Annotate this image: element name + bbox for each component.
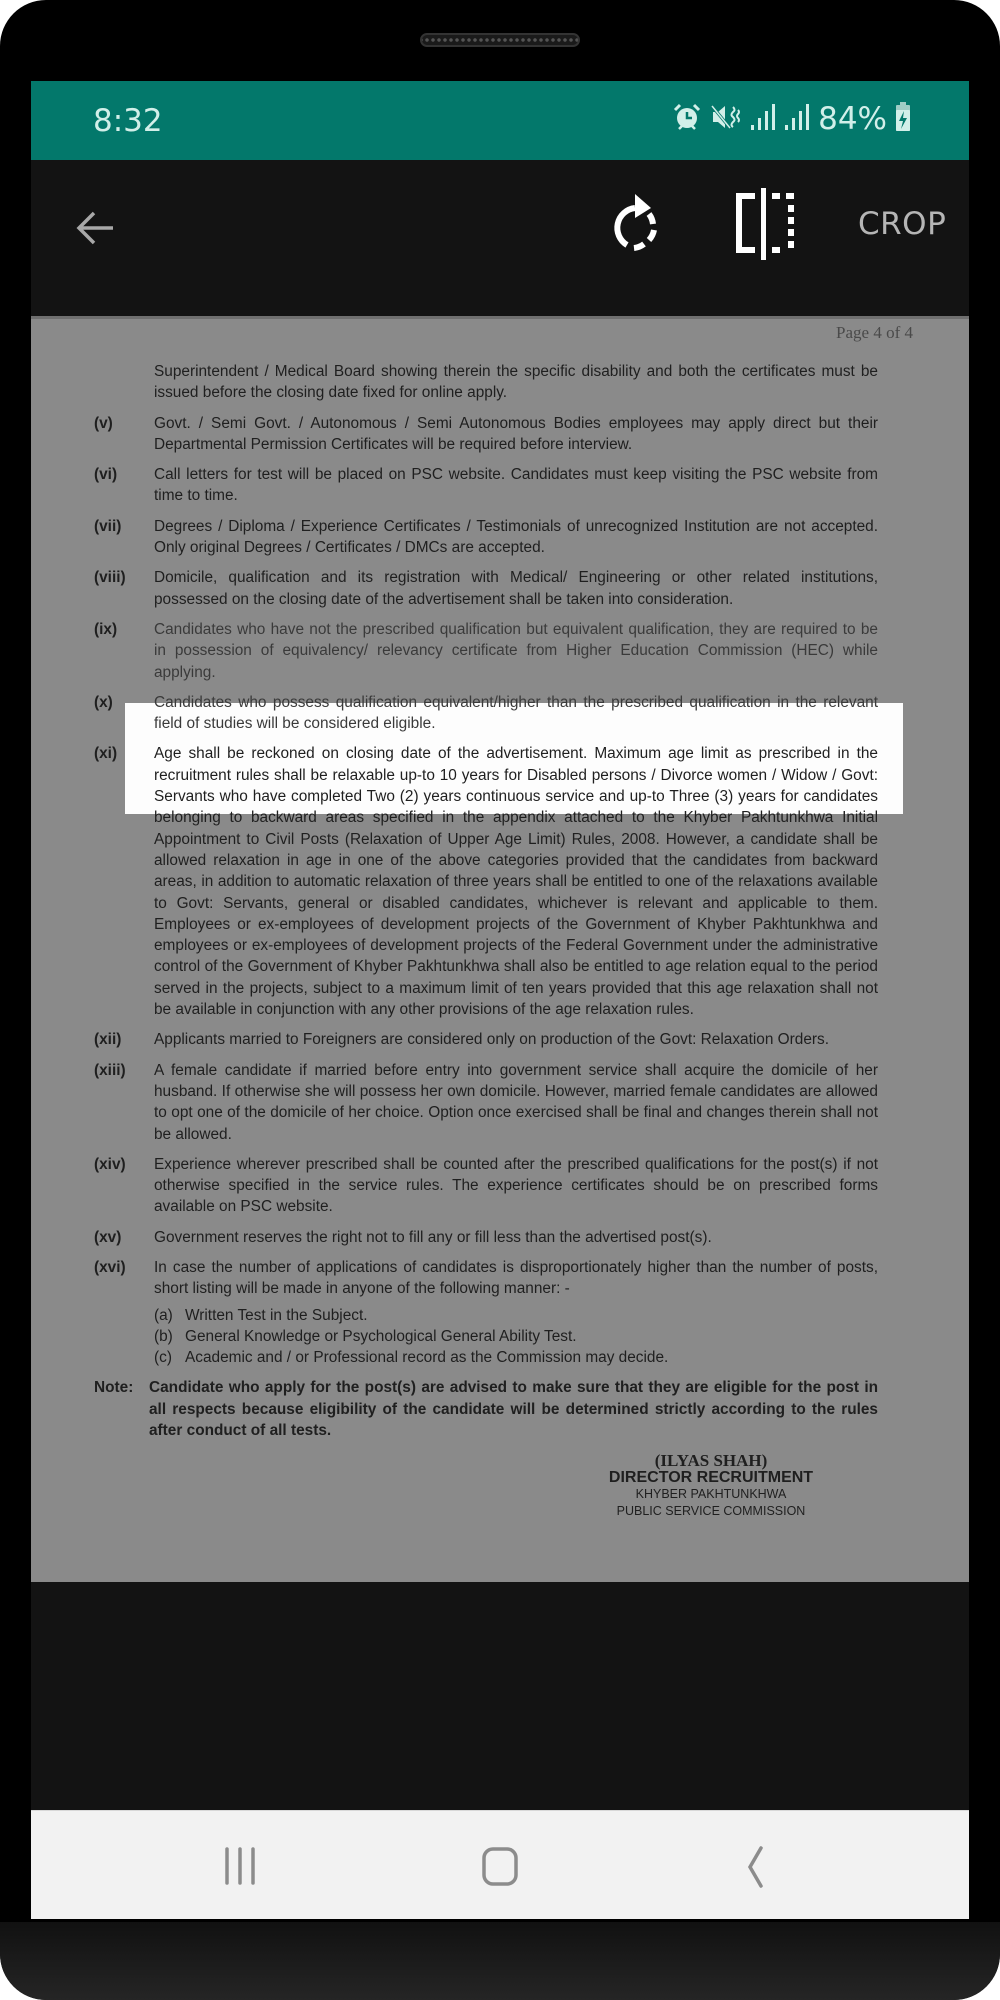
- list-item: [31, 567, 969, 610]
- list-item: [31, 1227, 969, 1248]
- list-item: [31, 743, 969, 1020]
- system-nav-bar: [31, 1810, 969, 1919]
- item-number: (viii): [94, 569, 126, 587]
- item-number: (xiii): [94, 1061, 126, 1079]
- item-number: (ix): [94, 620, 118, 638]
- signatory-org-line2: PUBLIC SERVICE COMMISSION: [616, 1504, 806, 1518]
- note-label: Note:: [94, 1379, 134, 1397]
- rotate-button[interactable]: [605, 188, 667, 254]
- item-number: (xi): [94, 745, 118, 763]
- item-number: (v): [94, 414, 113, 432]
- list-item: [31, 464, 969, 507]
- item-number: [31, 361, 154, 404]
- list-item: [31, 1257, 969, 1300]
- sublist-label: (c): [154, 1349, 172, 1367]
- list-item: [31, 1029, 969, 1050]
- recents-button[interactable]: [216, 1841, 266, 1891]
- item-text: Superintendent / Medical Board showing therein the specific disability and both the certificates must be issued before the closing date fixed for online apply.: [154, 363, 878, 402]
- item-text: Degrees / Diploma / Experience Certificates / Testimonials of unrecognized Institution are not accepted. Only original Degrees / Certificates / DMCs are accepted.: [154, 517, 878, 557]
- signatory-title: DIRECTOR RECRUITMENT: [608, 1469, 814, 1486]
- battery-percent: 84%: [818, 101, 887, 137]
- sublist-label: (a): [154, 1306, 173, 1324]
- page-number: Page 4 of 4: [836, 323, 913, 342]
- vibrate-mute-icon: [710, 102, 742, 137]
- home-button[interactable]: [475, 1841, 525, 1891]
- item-text: Govt. / Semi Govt. / Autonomous / Semi Autonomous Bodies employees may apply direct but their Departmental Permission Certificates will be required before interview.: [154, 414, 878, 453]
- item-number: (xvi): [94, 1258, 126, 1276]
- arrow-left-icon: [71, 204, 119, 252]
- sublist-item: [154, 1347, 969, 1368]
- flip-icon: [735, 188, 799, 260]
- item-text: Candidates who have not the prescribed qualification but equivalent qualification, they are required to be in possession of equivalency/ relevancy certificate from Higher Education Commission (HEC) while applying.: [154, 620, 878, 681]
- item-text: A female candidate if married before entry into government service shall acquire the domicile of her husband. If otherwise she will possess her own domicile. However, married female candidates are allowed to opt one of the domicile of her choice. Option once exercised shall be final and changes therein shall not be allowed.: [154, 1061, 878, 1143]
- list-item-highlighted: [31, 692, 969, 735]
- battery-charging-icon: [895, 102, 911, 137]
- screen: [31, 81, 969, 1919]
- signal-icon: [784, 103, 810, 136]
- item-number: (xiv): [94, 1155, 126, 1173]
- item-number: (xii): [94, 1031, 122, 1049]
- item-text: Candidates who possess qualification equivalent/higher than the prescribed qualification in the relevant field of studies will be considered eligible.: [154, 693, 878, 733]
- sublist-text: General Knowledge or Psychological General Ability Test.: [185, 1327, 577, 1345]
- item-text: In case the number of applications of candidates is disproportionately higher than the number of posts, short listing will be made in anyone of the following manner: -: [154, 1258, 878, 1298]
- list-item: [31, 413, 969, 456]
- signatory-name: (ILYAS SHAH): [654, 1451, 768, 1470]
- item-text: Experience wherever prescribed shall be counted after the prescribed qualifications for the post(s) if not otherwise specified in the service rules. The experience certificates should be on prescribed forms available on PSC website.: [154, 1155, 878, 1216]
- rotate-icon: [605, 188, 667, 254]
- item-number: (x): [94, 693, 113, 711]
- item-number: (vii): [94, 517, 122, 535]
- item-number: (xv): [94, 1228, 122, 1246]
- list-item: [31, 516, 969, 559]
- document-body: [31, 361, 969, 1441]
- back-chevron-icon: [731, 1841, 781, 1891]
- recents-icon: [216, 1841, 266, 1891]
- document-preview[interactable]: [31, 316, 969, 1582]
- sublist-item: [154, 1326, 969, 1347]
- item-text: Applicants married to Foreigners are considered only on production of the Govt: Relaxation Orders.: [154, 1031, 829, 1049]
- home-icon: [475, 1841, 525, 1891]
- crop-button[interactable]: CROP: [858, 206, 947, 242]
- item-text: Government reserves the right not to fill any or fill less than the advertised post(s).: [154, 1228, 712, 1246]
- status-bar: [31, 81, 969, 160]
- sublist-item: [154, 1305, 969, 1326]
- back-nav-button[interactable]: [731, 1841, 781, 1891]
- list-item-highlighted: [31, 619, 969, 683]
- sublist-label: (b): [154, 1327, 173, 1345]
- list-item: [31, 361, 969, 404]
- note: [31, 1377, 969, 1441]
- back-button[interactable]: [71, 204, 119, 252]
- sublist-text: Academic and / or Professional record as the Commission may decide.: [185, 1349, 669, 1367]
- item-text: Call letters for test will be placed on PSC website. Candidates must keep visiting the PSC website from time to time.: [154, 466, 878, 505]
- editor-toolbar: [31, 160, 969, 316]
- item-number: (vi): [94, 466, 118, 484]
- note-text: Candidate who apply for the post(s) are advised to make sure that they are eligible for the post in all respects because eligibility of the candidate will be determined strictly according to the rules after conduct of all tests.: [149, 1379, 878, 1440]
- signatory-org-line1: KHYBER PAKHTUNKHWA: [635, 1487, 787, 1501]
- signature-block: [591, 1452, 831, 1520]
- list-item: [31, 1154, 969, 1218]
- signal-icon: [750, 103, 776, 136]
- flip-button[interactable]: [735, 188, 799, 260]
- phone-chin: [0, 1922, 1000, 2000]
- status-time: 8:32: [93, 103, 163, 139]
- alarm-icon: [672, 102, 702, 137]
- item-text: Domicile, qualification and its registration with Medical/ Engineering or other related institutions, possessed on the closing date of the advertisement shall be taken into consideration.: [154, 569, 878, 608]
- shortlisting-sublist: [154, 1305, 969, 1369]
- item-text: Age shall be reckoned on closing date of the advertisement. Maximum age limit as prescribed in the recruitment rules shall be relaxable up-to 10 years for Disabled persons / Divorce women / Widow / Govt: Servants who have completed Two (2) years continuous service and up-to Three (3) years for candidates belonging to backward areas specified in the appendix attached to the Khyber Pakhtunkhwa Initial Appointment to Civil Posts (Relaxation of Upper Age Limit) Rules, 2008. However, a candidate shall be allowed relaxation in age in one of the above categories provided that the candidates from backward areas, in addition to automatic relaxation of three years shall be entitled to one of the relaxations available to Govt: Servants, general or disabled candidates, whichever is relevant and applicable to them. Employees or ex-employees of development projects of the Government of Khyber Pakhtunkhwa and employees or ex-employees of development projects of the Federal Government under the administrative control of the Government of Khyber Pakhtunkhwa shall also be entitled to age relation equal to the period served in the projects, subject to a maximum limit of ten years provided that this age relaxation shall not be available in conjunction with any other provisions of the age relaxation rules.: [154, 745, 878, 1019]
- sublist-text: Written Test in the Subject.: [185, 1306, 368, 1324]
- earpiece-speaker: [420, 33, 580, 47]
- list-item: [31, 1060, 969, 1145]
- status-icons: [672, 101, 911, 137]
